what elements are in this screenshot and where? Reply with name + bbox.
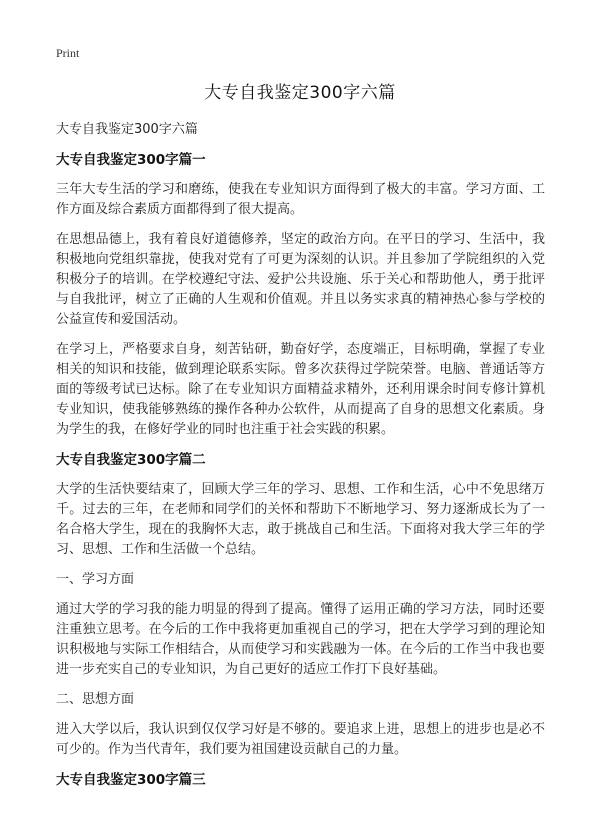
paragraph: 通过大学的学习我的能力明显的得到了提高。懂得了运用正确的学习方法，同时还要注重独立思考。在今后的工作中我将更加重视自己的学习，把在大学学习到的理论知识积极地与实际工作相结合，从而使学习和实践融为一体。在今后的工作当中我也要进一步充实自己的专业知识，为自己更好的适应工作打下良好基础。 xyxy=(56,602,545,677)
print-link[interactable]: Print xyxy=(56,46,80,60)
section-heading-2: 大专自我鉴定300字篇二 xyxy=(56,452,206,468)
section-heading-1: 大专自我鉴定300字篇一 xyxy=(56,152,206,168)
page-title: 大专自我鉴定300字六篇 xyxy=(204,83,396,103)
section-heading-3: 大专自我鉴定300字篇三 xyxy=(56,772,206,788)
paragraph: 进入大学以后，我认识到仅仅学习好是不够的。要追求上进，思想上的进步也是必不可少的。作为当代青年，我们要为祖国建设贡献自己的力量。 xyxy=(56,722,545,757)
sub-heading-study: 一、学习方面 xyxy=(56,572,135,587)
paragraph: 在学习上，严格要求自身，刻苦钻研，勤奋好学，态度端正，目标明确，掌握了专业相关的知识和技能，做到理论联系实际。曾多次获得过学院荣誉。电脑、普通话等方面的等级考试已达标。除了在专业知识方面精益求精外，还利用课余时间专修计算机专业知识，使我能够熟练的操作各种办公软件，从而提高了自身的思想文化素质。身为学生的我，在修好学业的同时也注重于社会实践的积累。 xyxy=(56,342,545,437)
paragraph: 三年大专生活的学习和磨练，使我在专业知识方面得到了极大的丰富。学习方面、工作方面及综合素质方面都得到了很大提高。 xyxy=(56,182,545,217)
paragraph: 大学的生活快要结束了，回顾大学三年的学习、思想、工作和生活，心中不免思绪万千。过去的三年，在老师和同学们的关怀和帮助下不断地学习、努力逐渐成长为了一名合格大学生，现在的我胸怀大志，敢于挑战自己和生活。下面将对我大学三年的学习、思想、工作和生活做一个总结。 xyxy=(56,482,545,557)
document-subtitle: 大专自我鉴定300字六篇 xyxy=(56,122,198,137)
sub-heading-thought: 二、思想方面 xyxy=(56,692,135,707)
document-body xyxy=(56,120,545,800)
paragraph: 在思想品德上，我有着良好道德修养，坚定的政治方向。在平日的学习、生活中，我积极地向党组织靠拢，使我对党有了可更为深刻的认识。并且参加了学院组织的入党积极分子的培训。在学校遵纪守法、爱护公共设施、乐于关心和帮助他人，勇于批评与自我批评，树立了正确的人生观和价值观。并且以务实求真的精神热心参与学校的公益宣传和爱国活动。 xyxy=(56,232,545,327)
